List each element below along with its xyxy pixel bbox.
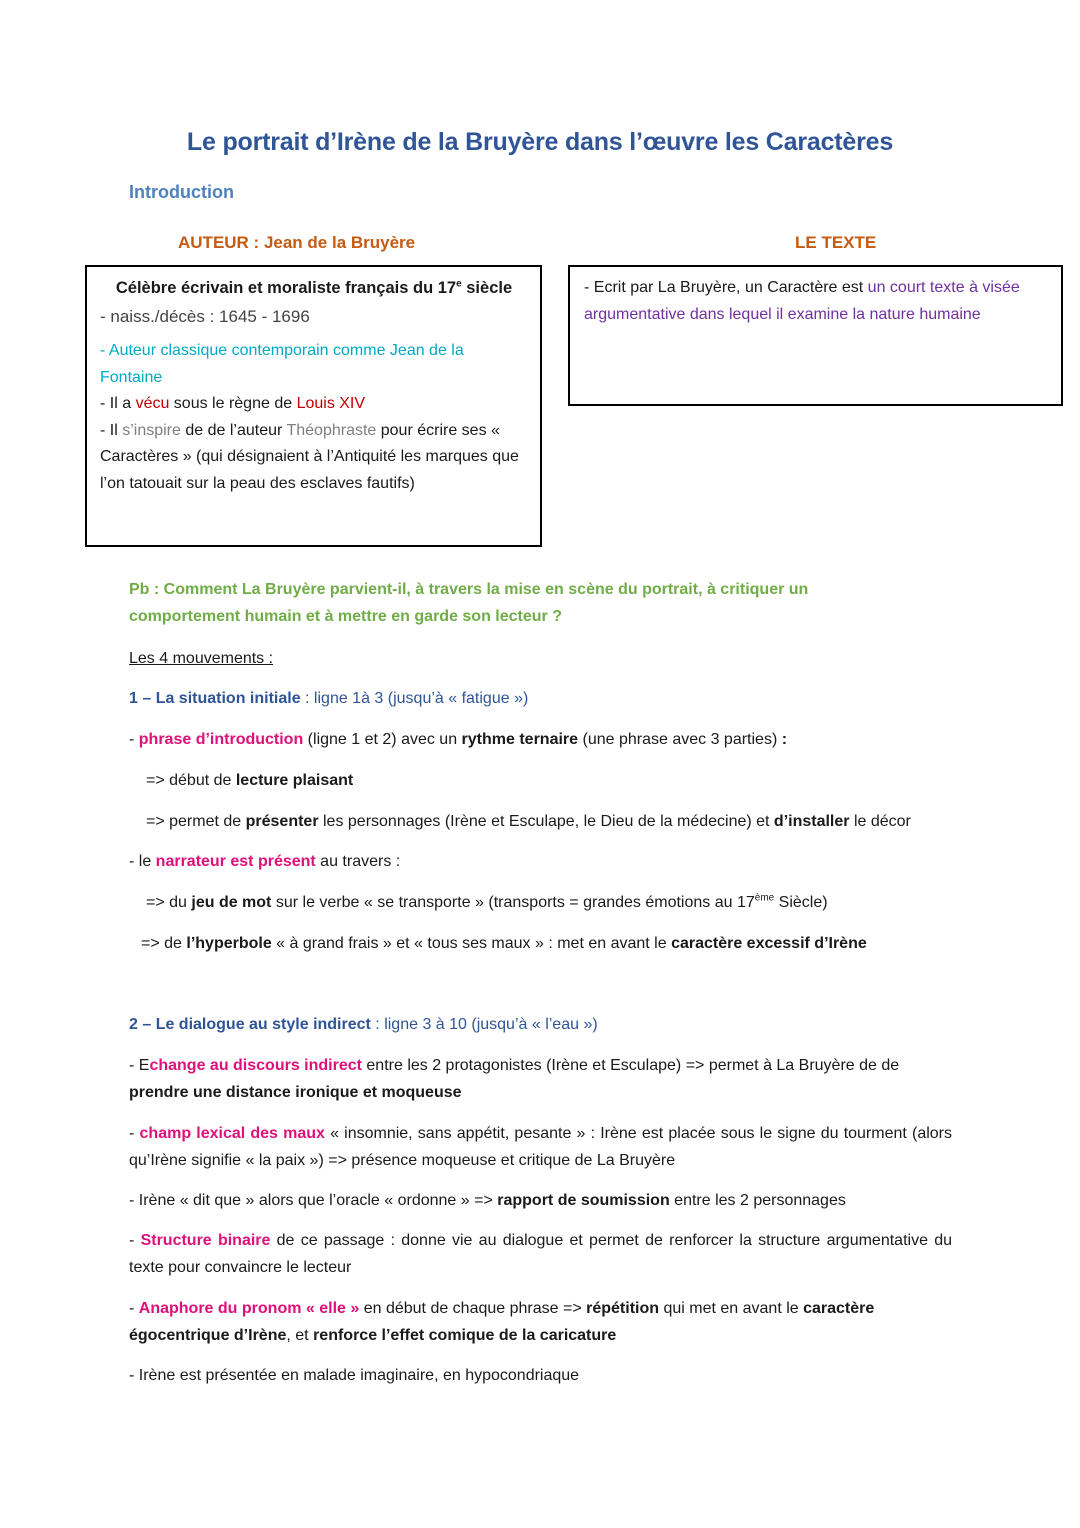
page-title: Le portrait d’Irène de la Bruyère dans l’œuvre les Caractères: [186, 128, 894, 156]
texte-description: - Ecrit par La Bruyère, un Caractère est un court texte à visée argumentative dans lequel il examine la nature humaine: [584, 279, 1020, 323]
m2-line-2: - champ lexical des maux « insomnie, sans appétit, pesante » : Irène est placée sous le signe du tourment (alors qu’Irène signifie « la paix ») => présence moqueuse et critique de La Bruyère: [129, 1125, 953, 1169]
auteur-vecu: - Il a vécu sous le règne de Louis XIV: [100, 395, 366, 412]
m1-line-2: => début de lecture plaisant: [146, 772, 354, 789]
auteur-inspire: - Il s’inspire de de l’auteur Théophraste pour écrire ses « Caractères » (qui désignaient à l’Antiquité les marques que l’on tatouait sur la peau des esclaves fautifs): [100, 421, 519, 492]
auteur-box-heading: Célèbre écrivain et moraliste français du 17e siècle: [115, 278, 513, 297]
m1-line-4: - le narrateur est présent au travers :: [129, 853, 401, 870]
mouvement-1-heading: 1 – La situation initiale : ligne 1à 3 (jusqu’à « fatigue »): [129, 690, 529, 707]
m2-line-4: - Structure binaire de ce passage : donne vie au dialogue et permet de renforcer la structure argumentative du texte pour convaincre le lecteur: [129, 1232, 952, 1276]
texte-heading: LE TEXTE: [795, 233, 877, 252]
problematique: Pb : Comment La Bruyère parvient-il, à travers la mise en scène du portrait, à critiquer un comportement humain et à mettre en garde son lecteur ?: [129, 581, 809, 625]
m1-line-5: => du jeu de mot sur le verbe « se transporte » (transports = grandes émotions au 17ème Siècle): [146, 892, 828, 911]
mouvements-heading: Les 4 mouvements :: [129, 650, 274, 667]
section-heading-introduction: Introduction: [129, 182, 234, 202]
m1-line-1: - phrase d’introduction (ligne 1 et 2) avec un rythme ternaire (une phrase avec 3 parties) :: [129, 731, 788, 748]
m2-line-5: - Anaphore du pronom « elle » en début de chaque phrase => répétition qui met en avant le caractère égocentrique d’Irène, et renforce l’effet comique de la caricature: [129, 1300, 875, 1344]
auteur-classique: - Auteur classique contemporain comme Jean de la Fontaine: [100, 342, 464, 386]
auteur-box: [85, 265, 542, 547]
texte-box: [568, 265, 1063, 406]
mouvement-2-heading: 2 – Le dialogue au style indirect : ligne 3 à 10 (jusqu’à « l’eau »): [129, 1016, 598, 1033]
m1-line-3: => permet de présenter les personnages (Irène et Esculape, le Dieu de la médecine) et d’installer le décor: [146, 813, 911, 830]
m2-line-3: - Irène « dit que » alors que l’oracle « ordonne » => rapport de soumission entre les 2 personnages: [129, 1192, 846, 1209]
auteur-dates: - naiss./décès : 1645 - 1696: [100, 306, 310, 326]
m2-line-6: - Irène est présentée en malade imaginaire, en hypocondriaque: [129, 1367, 580, 1384]
auteur-heading: AUTEUR : Jean de la Bruyère: [178, 233, 416, 252]
m1-line-6: => de l’hyperbole « à grand frais » et « tous ses maux » : met en avant le caractère excessif d’Irène: [141, 935, 867, 952]
m2-line-1: - Echange au discours indirect entre les 2 protagonistes (Irène et Esculape) => permet à La Bruyère de de prendre une distance ironique et moqueuse: [129, 1057, 900, 1101]
